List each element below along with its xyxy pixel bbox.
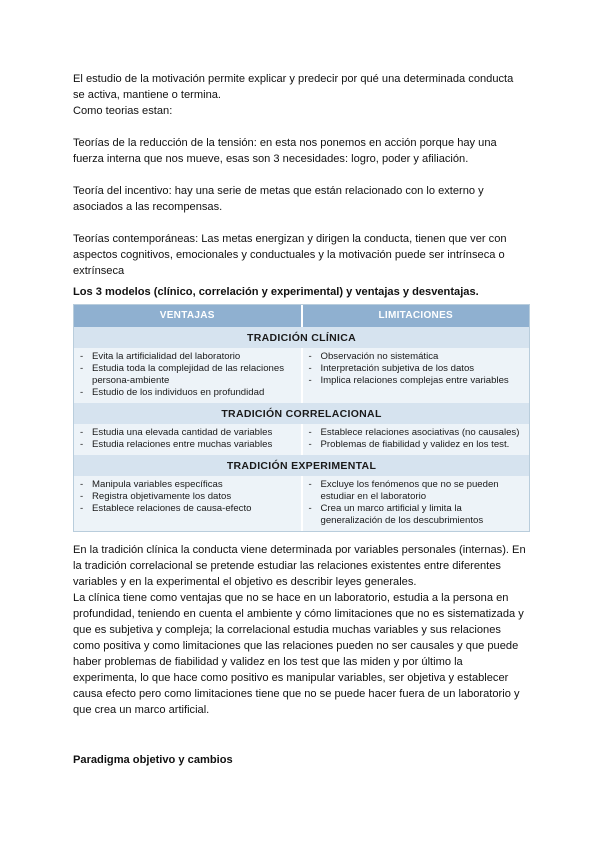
correlational-limitations [302, 424, 530, 455]
list-item: - Implica relaciones complejas entre variables [307, 375, 526, 387]
section-title-experimental: TRADICIÓN EXPERIMENTAL [74, 455, 529, 476]
list-item: - Estudia relaciones entre muchas variables [78, 439, 297, 451]
experimental-limitations [302, 476, 530, 531]
document-page [73, 71, 528, 779]
list-item: - Excluye los fenómenos que no se pueden estudiar en el laboratorio [307, 479, 526, 503]
list-item: - Crea un marco artificial y limita la generalización de los descubrimientos [307, 503, 526, 527]
traditions-summary: En la tradición clínica la conducta viene determinada por variables personales (internas). En la tradición correlacional se pretende estudiar las relaciones existentes entre diferentes variables y en la experimental el objetivo es describir leyes generales. [73, 544, 526, 588]
traditions-table [74, 305, 529, 531]
section-title-clinical: TRADICIÓN CLÍNICA [74, 327, 529, 348]
list-item: - Observación no sistemática [307, 351, 526, 363]
header-limitations: LIMITACIONES [302, 305, 530, 327]
header-advantages: VENTAJAS [74, 305, 302, 327]
list-item: - Problemas de fiabilidad y validez en los test. [307, 439, 526, 451]
traditions-comparison: La clínica tiene como ventajas que no se hace en un laboratorio, estudia a la persona en profundidad, teniendo en cuenta el ambiente y cómo limitaciones que no es sistematizada y que es subjetiva y compleja; la correlacional estudia muchas variables y sus relaciones como positiva y como limitaciones que las relaciones pueden no ser causales y que puede haber problemas de fiabilidad y validez en los test que las miden y por último la experimenta, lo que hace como positivo es manipular variables, ser objetiva y establecer causa efecto pero como limitaciones tiene que no se puede hacer fuera de un laboratorio y que crea un marco artificial. [73, 592, 524, 716]
experimental-advantages [74, 476, 302, 531]
section-title-correlational: TRADICIÓN CORRELACIONAL [74, 403, 529, 424]
list-item: - Estudio de los individuos en profundidad [78, 387, 297, 399]
theory-contemporary: Teorías contemporáneas: Las metas energizan y dirigen la conducta, tienen que ver con aspectos cognitivos, emocionales y conductuales y la motivación puede ser intrínseca o extrínseca [73, 233, 507, 277]
list-item: - Establece relaciones de causa-efecto [78, 503, 297, 515]
correlational-advantages [74, 424, 302, 455]
paradigm-heading: Paradigma objetivo y cambios [73, 754, 233, 766]
models-heading: Los 3 modelos (clínico, correlación y experimental) y ventajas y desventajas. [73, 286, 479, 298]
list-item: - Estudia una elevada cantidad de variables [78, 427, 297, 439]
clinical-limitations [302, 348, 530, 403]
theory-tension-reduction: Teorías de la reducción de la tensión: en esta nos ponemos en acción porque hay una fuerza interna que nos mueve, esas son 3 necesidades: logro, poder y afiliación. [73, 137, 497, 165]
theory-incentive: Teoría del incentivo: hay una serie de metas que están relacionado con lo externo y asociados a las recompensas. [73, 185, 484, 213]
list-item: - Estudia toda la complejidad de las relaciones persona-ambiente [78, 363, 297, 387]
intro-paragraph-2: Como teorias estan: [73, 105, 173, 117]
clinical-advantages [74, 348, 302, 403]
intro-paragraph-1: El estudio de la motivación permite explicar y predecir por qué una determinada conducta se activa, mantiene o termina. [73, 73, 514, 101]
list-item: - Manipula variables específicas [78, 479, 297, 491]
list-item: - Evita la artificialidad del laboratorio [78, 351, 297, 363]
traditions-table-image [73, 304, 530, 532]
list-item: - Interpretación subjetiva de los datos [307, 363, 526, 375]
list-item: - Establece relaciones asociativas (no causales) [307, 427, 526, 439]
list-item: - Registra objetivamente los datos [78, 491, 297, 503]
